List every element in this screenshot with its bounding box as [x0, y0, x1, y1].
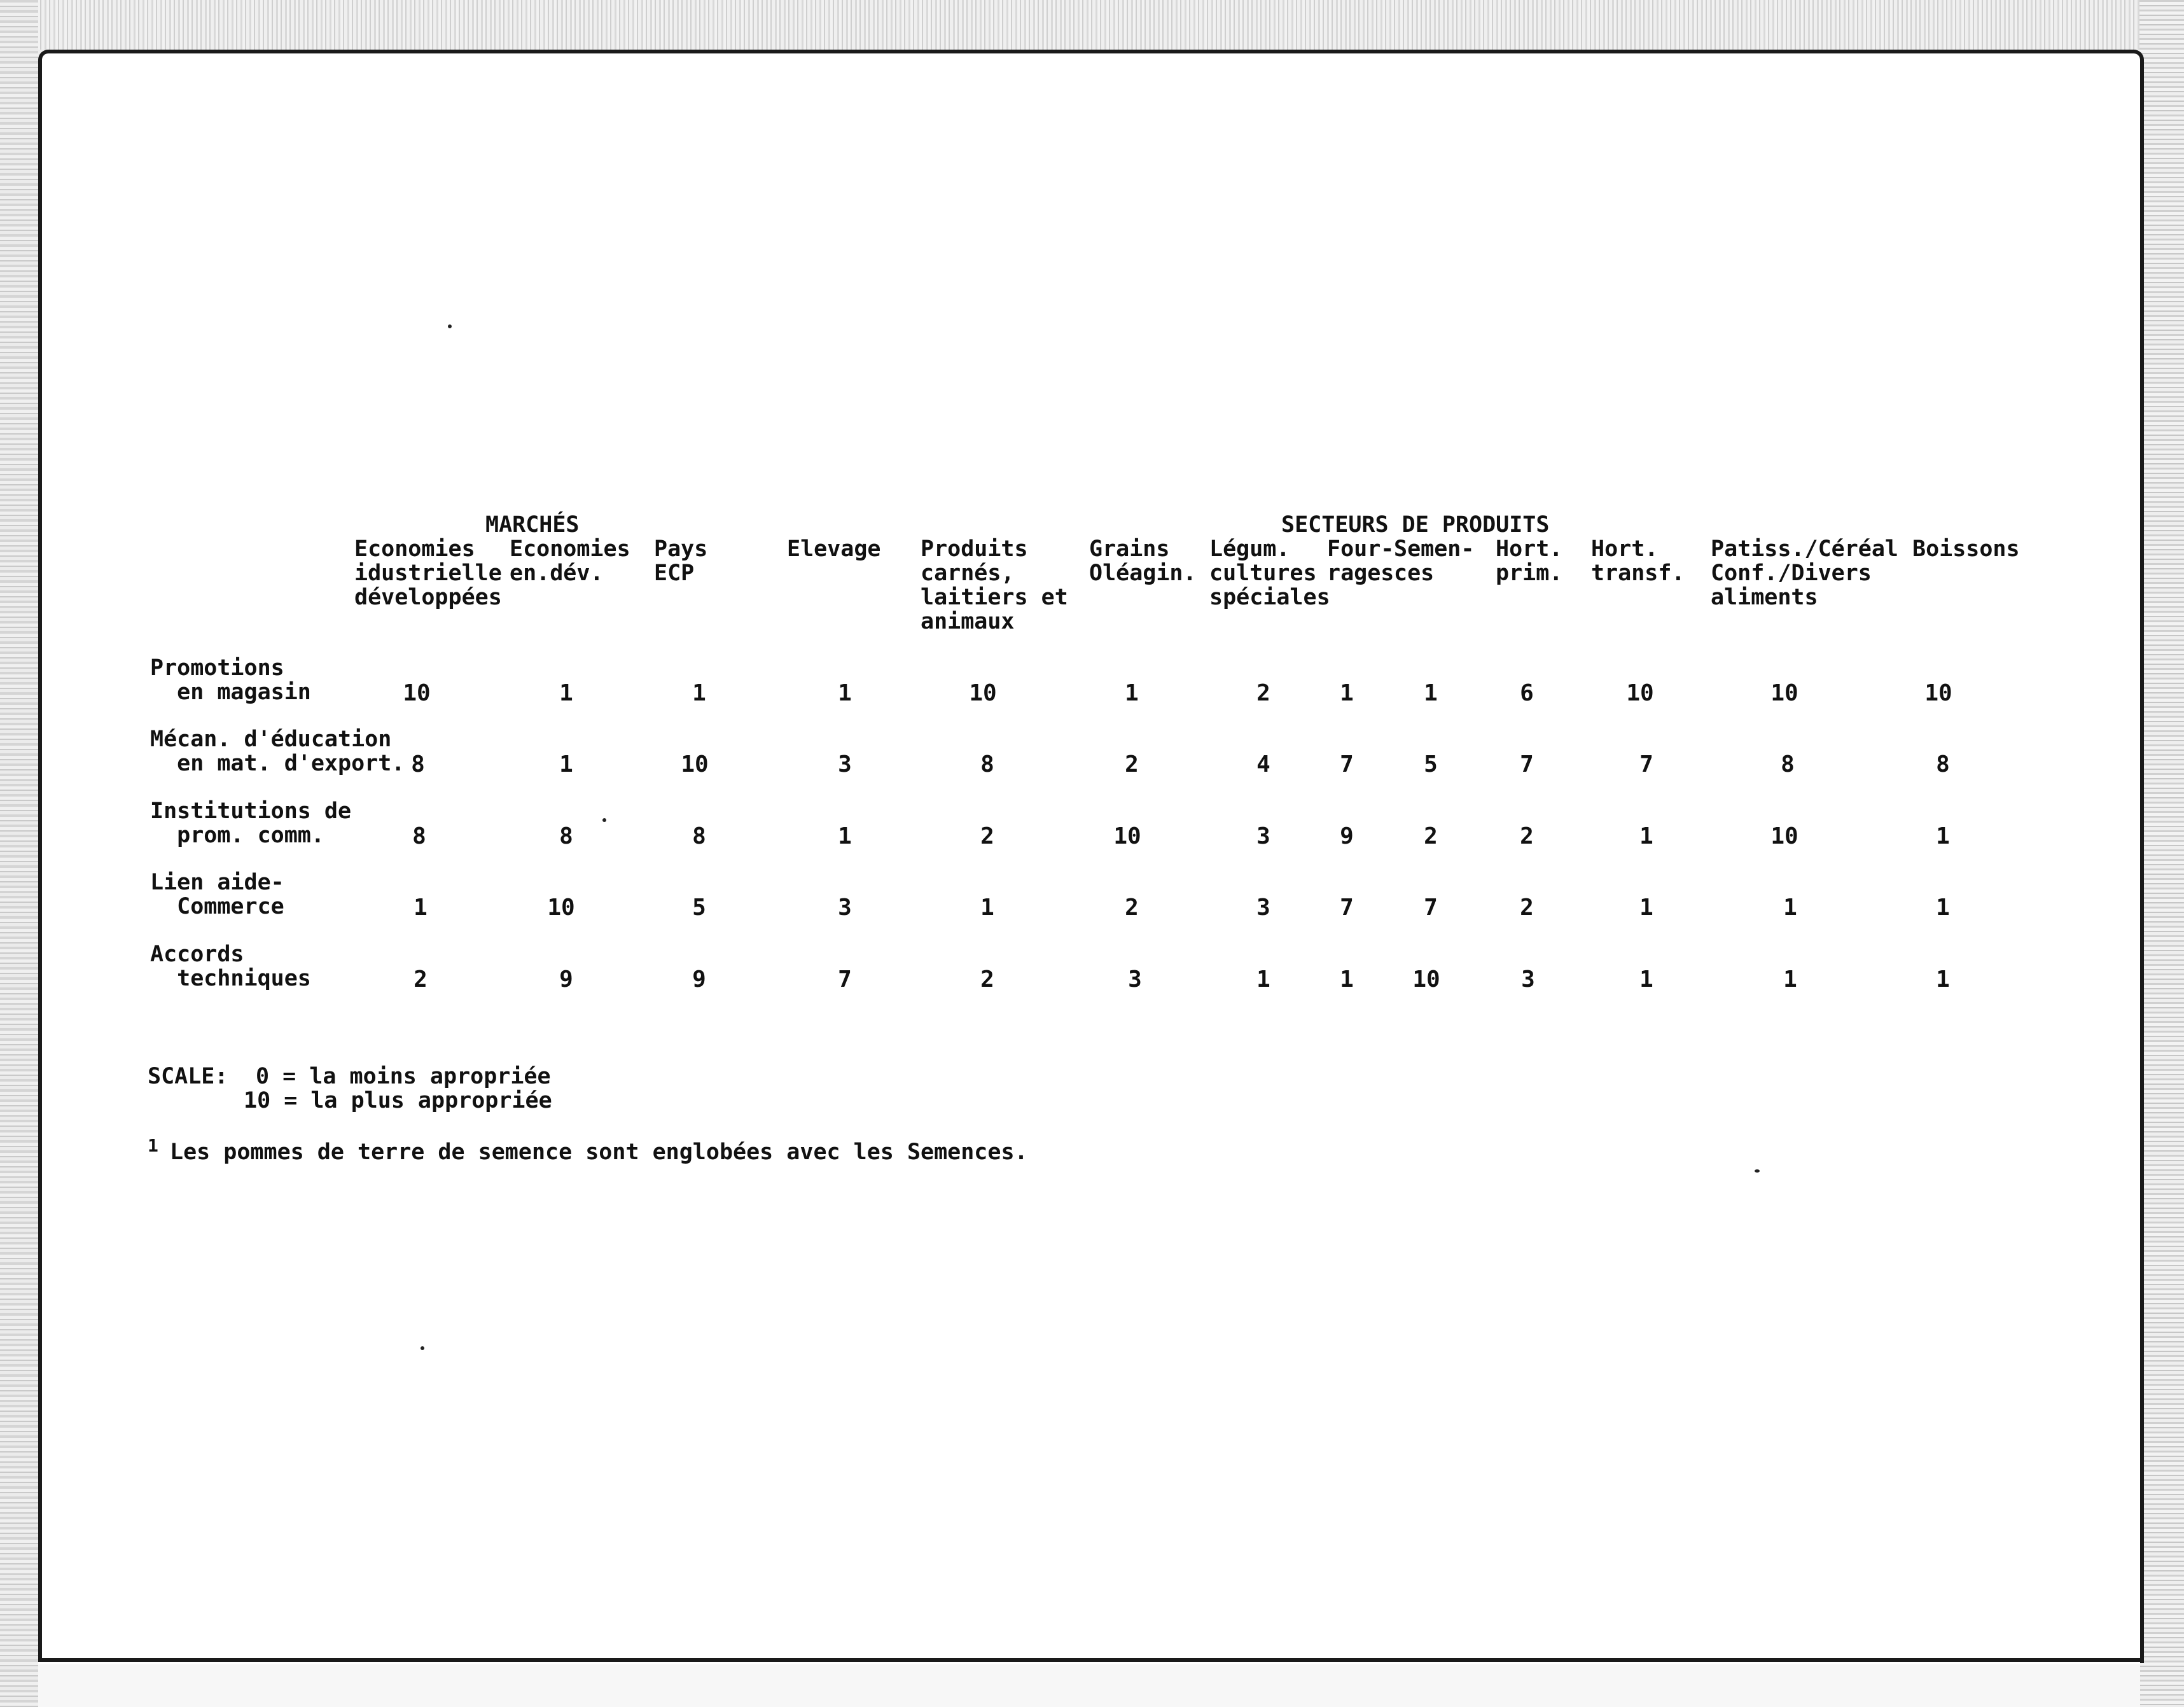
table-cell: 9: [692, 966, 706, 993]
page-frame: [38, 50, 2144, 1663]
table-cell: 1: [1639, 895, 1653, 921]
table-cell: 1: [1783, 895, 1797, 921]
table-cell: 1: [1125, 680, 1139, 706]
table-cell: 1: [414, 895, 428, 921]
table-cell: 10: [1412, 966, 1440, 993]
table-cell: 8: [692, 823, 706, 849]
table-cell: 10: [969, 680, 997, 706]
table-cell: 5: [692, 895, 706, 921]
table-cell: 1: [1936, 895, 1950, 921]
table-cell: 1: [1340, 966, 1354, 993]
table-cell: 2: [1256, 680, 1270, 706]
table-cell: 6: [1520, 680, 1534, 706]
group-header-secteurs: SECTEURS DE PRODUITS: [1281, 512, 1550, 538]
table-cell: 3: [838, 751, 852, 777]
scan-speck: [1755, 1169, 1760, 1173]
table-cell: 3: [1128, 966, 1142, 993]
footnote-text: Les pommes de terre de semence sont englobées avec les Semences.: [170, 1139, 1028, 1165]
column-header-produits-carnes: Produits carnés, laitiers et animaux: [921, 536, 1068, 634]
table-cell: 1: [559, 751, 573, 777]
footnote-marker: 1: [148, 1135, 158, 1156]
column-header-legum: Légum. cultures spéciales: [1209, 536, 1330, 610]
column-header-economies-en-dev: Economies en.dév.: [510, 536, 630, 586]
table-cell: 8: [559, 823, 573, 849]
table-cell: 4: [1256, 751, 1270, 777]
row-label-promotions: Promotions en magasin: [150, 655, 311, 705]
table-cell: 7: [1340, 751, 1354, 777]
table-cell: 1: [1783, 966, 1797, 993]
column-header-hort-transf: Hort. transf.: [1591, 536, 1685, 586]
table-cell: 7: [838, 966, 852, 993]
table-cell: 1: [838, 680, 852, 706]
table-cell: 1: [1256, 966, 1270, 993]
table-cell: 10: [1924, 680, 1952, 706]
table-cell: 9: [1340, 823, 1354, 849]
table-cell: 1: [692, 680, 706, 706]
scan-border-right: [2139, 0, 2184, 1707]
table-cell: 10: [681, 751, 709, 777]
table-cell: 1: [559, 680, 573, 706]
table-cell: 2: [1520, 823, 1534, 849]
table-cell: 7: [1639, 751, 1653, 777]
row-label-accords: Accords techniques: [150, 942, 311, 991]
row-label-institutions: Institutions de prom. comm.: [150, 798, 352, 848]
column-header-economies-industrielles: Economies idustrielle développées: [354, 536, 502, 610]
table-cell: 2: [1520, 895, 1534, 921]
table-cell: 1: [980, 895, 994, 921]
column-header-elevage: Elevage: [787, 536, 881, 562]
table-cell: 10: [403, 680, 431, 706]
table-cell: 1: [1639, 823, 1653, 849]
table-cell: 2: [980, 823, 994, 849]
column-header-hort-prim: Hort. prim.: [1496, 536, 1563, 586]
table-cell: 7: [1424, 895, 1438, 921]
group-header-marches: MARCHÉS: [485, 512, 580, 538]
scan-speck: [448, 324, 452, 328]
column-header-patiss: Patiss./Céréal Conf./Divers aliments: [1711, 536, 1899, 610]
page-bottom-strip: [38, 1664, 2140, 1707]
table-cell: 7: [1340, 895, 1354, 921]
table-cell: 8: [1936, 751, 1950, 777]
table-cell: 9: [559, 966, 573, 993]
table-cell: 10: [1770, 680, 1798, 706]
column-header-grains-oleagin: Grains Oléagin.: [1089, 536, 1197, 586]
table-cell: 8: [980, 751, 994, 777]
table-cell: 10: [1626, 680, 1654, 706]
scan-speck: [421, 1346, 424, 1350]
table-cell: 1: [1424, 680, 1438, 706]
column-header-pays-ecp: Pays ECP: [654, 536, 708, 586]
table-cell: 8: [1781, 751, 1795, 777]
column-header-boissons: Boissons: [1912, 536, 2020, 562]
table-cell: 1: [1340, 680, 1354, 706]
table-cell: 2: [1424, 823, 1438, 849]
table-cell: 3: [1521, 966, 1535, 993]
table-cell: 1: [1936, 966, 1950, 993]
table-cell: 10: [1113, 823, 1141, 849]
scan-speck: [602, 818, 606, 822]
table-cell: 10: [547, 895, 575, 921]
scale-line-min: 0 = la moins apropriée: [256, 1064, 551, 1089]
scan-border-top: [0, 0, 2184, 50]
scale-line-max: 10 = la plus appropriée: [244, 1088, 552, 1113]
table-cell: 3: [838, 895, 852, 921]
table-cell: 5: [1424, 751, 1438, 777]
table-cell: 7: [1520, 751, 1534, 777]
row-label-lien-aide: Lien aide- Commerce: [150, 870, 284, 919]
table-cell: 8: [412, 823, 426, 849]
table-cell: 2: [1125, 895, 1139, 921]
table-cell: 2: [980, 966, 994, 993]
table-cell: 2: [1125, 751, 1139, 777]
row-label-mecan-education: Mécan. d'éducation en mat. d'export.: [150, 727, 405, 776]
table-cell: 3: [1256, 823, 1270, 849]
column-header-fourrages: Four- rages: [1327, 536, 1395, 586]
table-cell: 1: [1639, 966, 1653, 993]
table-cell: 2: [414, 966, 428, 993]
table-cell: 10: [1770, 823, 1798, 849]
table-cell: 1: [838, 823, 852, 849]
table-cell: 1: [1936, 823, 1950, 849]
scan-border-left: [0, 0, 38, 1707]
table-cell: 8: [411, 751, 425, 777]
column-header-semences: Semen- ces: [1394, 536, 1475, 586]
scale-label: SCALE:: [148, 1064, 228, 1089]
table-cell: 3: [1256, 895, 1270, 921]
